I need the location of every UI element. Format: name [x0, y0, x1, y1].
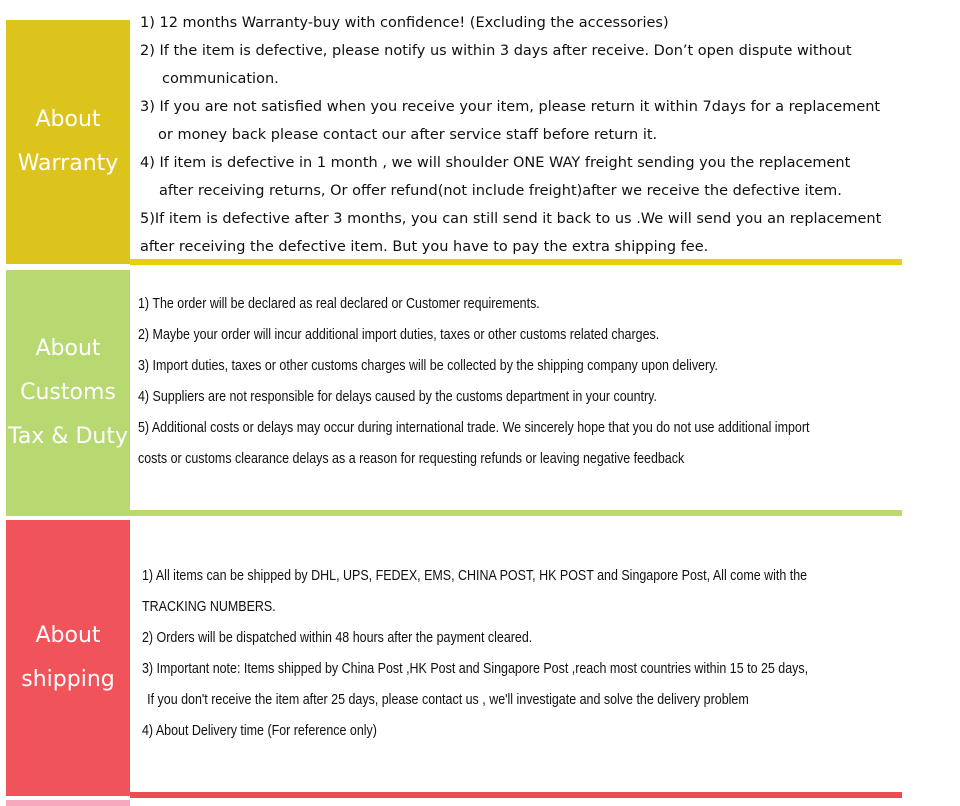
shipping-line: 2) Orders will be dispatched within 48 hours after the payment cleared.	[142, 630, 533, 646]
customs-title-line2: Customs	[20, 380, 116, 405]
shipping-line: TRACKING NUMBERS.	[142, 599, 276, 615]
warranty-line: communication.	[162, 71, 279, 87]
warranty-line: 5)If item is defective after 3 months, you can still send it back to us .We will send you an replacement	[140, 211, 882, 227]
shipping-title-line1: About	[35, 623, 101, 648]
warranty-line: 4) If item is defective in 1 month , we will shoulder ONE WAY freight sending you the replacement	[140, 155, 851, 171]
shipping-title-line2: shipping	[21, 667, 115, 692]
customs-section-label	[6, 270, 130, 516]
shipping-line: 1) All items can be shipped by DHL, UPS, FEDEX, EMS, CHINA POST, HK POST and Singapore Post, All come with the	[142, 568, 808, 584]
warranty-line: 2) If the item is defective, please notify us within 3 days after receive. Don’t open dispute without	[140, 43, 852, 59]
next-section-tab	[6, 800, 130, 806]
warranty-text	[140, 9, 881, 261]
shipping-line: 3) Important note: Items shipped by China Post ,HK Post and Singapore Post ,reach most countries within 15 to 25 days,	[142, 661, 809, 677]
shipping-section-label	[6, 520, 130, 796]
customs-divider	[130, 510, 902, 516]
warranty-line: 1) 12 months Warranty-buy with confidence! (Excluding the accessories)	[140, 15, 669, 31]
warranty-line: 3) If you are not satisfied when you receive your item, please return it within 7days for a replacement	[140, 99, 881, 115]
warranty-line: after receiving the defective item. But you have to pay the extra shipping fee.	[140, 239, 709, 255]
warranty-line: or money back please contact our after service staff before return it.	[158, 127, 658, 143]
warranty-title-line2: Warranty	[17, 151, 119, 176]
warranty-title-line1: About	[35, 107, 101, 132]
customs-line: 4) Suppliers are not responsible for delays caused by the customs department in your country.	[138, 389, 657, 405]
shipping-line: 4) About Delivery time (For reference only)	[142, 723, 377, 739]
shipping-line: If you don't receive the item after 25 days, please contact us , we'll investigate and solve the delivery problem	[147, 692, 749, 708]
customs-line: 5) Additional costs or delays may occur during international trade. We sincerely hope that you do not use additional import	[138, 420, 810, 436]
customs-title-line1: About	[35, 336, 101, 361]
warranty-line: after receiving returns, Or offer refund(not include freight)after we receive the defective item.	[159, 183, 842, 199]
customs-text	[138, 289, 919, 475]
warranty-section-label	[6, 20, 130, 264]
shipping-divider	[130, 792, 902, 798]
customs-line: 3) Import duties, taxes or other customs charges will be collected by the shipping company upon delivery.	[138, 358, 718, 374]
customs-line: 1) The order will be declared as real declared or Customer requirements.	[138, 296, 540, 312]
customs-line: 2) Maybe your order will incur additional import duties, taxes or other customs related charges.	[138, 327, 660, 343]
customs-title-line3: Tax & Duty	[8, 424, 128, 449]
shipping-text	[142, 561, 917, 747]
customs-line: costs or customs clearance delays as a reason for requesting refunds or leaving negative feedback	[138, 451, 685, 467]
